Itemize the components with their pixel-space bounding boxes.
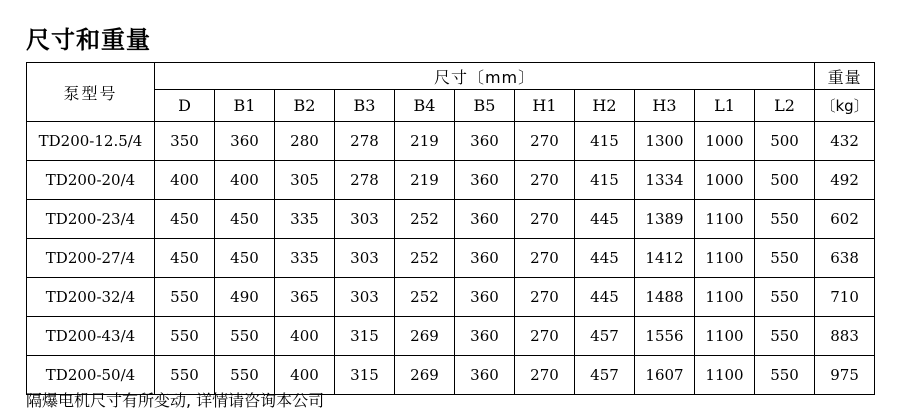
cell-h2: 445 bbox=[575, 200, 635, 239]
cell-weight: 883 bbox=[815, 317, 875, 356]
cell-h1: 270 bbox=[515, 278, 575, 317]
cell-model: TD200-23/4 bbox=[27, 200, 155, 239]
cell-l2: 550 bbox=[755, 278, 815, 317]
table-header bbox=[27, 63, 875, 122]
cell-l1: 1100 bbox=[695, 278, 755, 317]
cell-l1: 1000 bbox=[695, 122, 755, 161]
cell-model: TD200-27/4 bbox=[27, 239, 155, 278]
cell-l1: 1100 bbox=[695, 356, 755, 395]
cell-l1: 1100 bbox=[695, 200, 755, 239]
cell-b4: 269 bbox=[395, 356, 455, 395]
cell-h2: 445 bbox=[575, 239, 635, 278]
cell-d: 450 bbox=[155, 200, 215, 239]
cell-h2: 415 bbox=[575, 122, 635, 161]
page-title: 尺寸和重量 bbox=[26, 26, 151, 54]
cell-model: TD200-32/4 bbox=[27, 278, 155, 317]
table-row bbox=[27, 278, 875, 317]
cell-b4: 219 bbox=[395, 122, 455, 161]
cell-b5: 360 bbox=[455, 356, 515, 395]
header-col-b1: B1 bbox=[215, 90, 275, 122]
cell-h1: 270 bbox=[515, 356, 575, 395]
cell-l2: 550 bbox=[755, 200, 815, 239]
cell-weight: 432 bbox=[815, 122, 875, 161]
cell-h3: 1556 bbox=[635, 317, 695, 356]
footnote: 隔爆电机尺寸有所变动, 详情请咨询本公司 bbox=[26, 391, 325, 410]
header-col-b5: B5 bbox=[455, 90, 515, 122]
spec-table-container bbox=[26, 62, 874, 395]
header-col-b3: B3 bbox=[335, 90, 395, 122]
cell-b3: 303 bbox=[335, 200, 395, 239]
header-col-h1: H1 bbox=[515, 90, 575, 122]
table-row bbox=[27, 200, 875, 239]
cell-b1: 360 bbox=[215, 122, 275, 161]
cell-h3: 1488 bbox=[635, 278, 695, 317]
cell-b2: 365 bbox=[275, 278, 335, 317]
cell-b1: 490 bbox=[215, 278, 275, 317]
cell-b2: 400 bbox=[275, 356, 335, 395]
cell-d: 550 bbox=[155, 278, 215, 317]
header-col-l1: L1 bbox=[695, 90, 755, 122]
cell-b1: 450 bbox=[215, 239, 275, 278]
cell-b2: 400 bbox=[275, 317, 335, 356]
cell-h2: 457 bbox=[575, 317, 635, 356]
cell-d: 400 bbox=[155, 161, 215, 200]
cell-d: 550 bbox=[155, 317, 215, 356]
dimensions-weight-table bbox=[26, 62, 875, 395]
cell-b5: 360 bbox=[455, 317, 515, 356]
cell-weight: 638 bbox=[815, 239, 875, 278]
cell-h1: 270 bbox=[515, 239, 575, 278]
cell-b5: 360 bbox=[455, 122, 515, 161]
cell-b4: 219 bbox=[395, 161, 455, 200]
header-dimensions-group: 尺寸〔mm〕 bbox=[155, 63, 815, 90]
cell-h1: 270 bbox=[515, 317, 575, 356]
cell-b3: 278 bbox=[335, 161, 395, 200]
cell-b1: 550 bbox=[215, 317, 275, 356]
header-col-b2: B2 bbox=[275, 90, 335, 122]
cell-weight: 492 bbox=[815, 161, 875, 200]
cell-h3: 1412 bbox=[635, 239, 695, 278]
cell-h3: 1334 bbox=[635, 161, 695, 200]
cell-b5: 360 bbox=[455, 278, 515, 317]
cell-b5: 360 bbox=[455, 239, 515, 278]
cell-b1: 400 bbox=[215, 161, 275, 200]
table-row bbox=[27, 239, 875, 278]
cell-b2: 280 bbox=[275, 122, 335, 161]
cell-weight: 602 bbox=[815, 200, 875, 239]
cell-h2: 415 bbox=[575, 161, 635, 200]
header-col-h2: H2 bbox=[575, 90, 635, 122]
cell-b5: 360 bbox=[455, 161, 515, 200]
table-row bbox=[27, 161, 875, 200]
cell-l2: 550 bbox=[755, 317, 815, 356]
cell-d: 550 bbox=[155, 356, 215, 395]
cell-b2: 305 bbox=[275, 161, 335, 200]
cell-b2: 335 bbox=[275, 200, 335, 239]
cell-h2: 457 bbox=[575, 356, 635, 395]
cell-h1: 270 bbox=[515, 122, 575, 161]
header-col-l2: L2 bbox=[755, 90, 815, 122]
table-row bbox=[27, 317, 875, 356]
cell-b3: 278 bbox=[335, 122, 395, 161]
table-row bbox=[27, 122, 875, 161]
cell-model: TD200-50/4 bbox=[27, 356, 155, 395]
cell-b4: 252 bbox=[395, 239, 455, 278]
cell-b4: 269 bbox=[395, 317, 455, 356]
header-weight-unit: 〔kg〕 bbox=[815, 90, 875, 122]
cell-h3: 1300 bbox=[635, 122, 695, 161]
cell-b4: 252 bbox=[395, 278, 455, 317]
table-header-row-2 bbox=[27, 90, 875, 122]
cell-h1: 270 bbox=[515, 161, 575, 200]
header-weight-group: 重量 bbox=[815, 63, 875, 90]
cell-h1: 270 bbox=[515, 200, 575, 239]
header-model: 泵型号 bbox=[27, 63, 155, 122]
header-col-b4: B4 bbox=[395, 90, 455, 122]
cell-h3: 1389 bbox=[635, 200, 695, 239]
cell-model: TD200-12.5/4 bbox=[27, 122, 155, 161]
cell-l1: 1100 bbox=[695, 239, 755, 278]
cell-b5: 360 bbox=[455, 200, 515, 239]
cell-weight: 975 bbox=[815, 356, 875, 395]
cell-b3: 303 bbox=[335, 239, 395, 278]
cell-b1: 450 bbox=[215, 200, 275, 239]
cell-b1: 550 bbox=[215, 356, 275, 395]
cell-b3: 315 bbox=[335, 356, 395, 395]
cell-d: 350 bbox=[155, 122, 215, 161]
cell-l2: 500 bbox=[755, 122, 815, 161]
cell-weight: 710 bbox=[815, 278, 875, 317]
header-col-h3: H3 bbox=[635, 90, 695, 122]
cell-h2: 445 bbox=[575, 278, 635, 317]
cell-b3: 315 bbox=[335, 317, 395, 356]
cell-model: TD200-43/4 bbox=[27, 317, 155, 356]
cell-b2: 335 bbox=[275, 239, 335, 278]
cell-l2: 550 bbox=[755, 239, 815, 278]
table-header-row-1 bbox=[27, 63, 875, 90]
header-col-d: D bbox=[155, 90, 215, 122]
cell-d: 450 bbox=[155, 239, 215, 278]
cell-h3: 1607 bbox=[635, 356, 695, 395]
cell-l2: 500 bbox=[755, 161, 815, 200]
cell-l1: 1000 bbox=[695, 161, 755, 200]
cell-b3: 303 bbox=[335, 278, 395, 317]
cell-model: TD200-20/4 bbox=[27, 161, 155, 200]
cell-l2: 550 bbox=[755, 356, 815, 395]
cell-b4: 252 bbox=[395, 200, 455, 239]
table-body bbox=[27, 122, 875, 395]
cell-l1: 1100 bbox=[695, 317, 755, 356]
